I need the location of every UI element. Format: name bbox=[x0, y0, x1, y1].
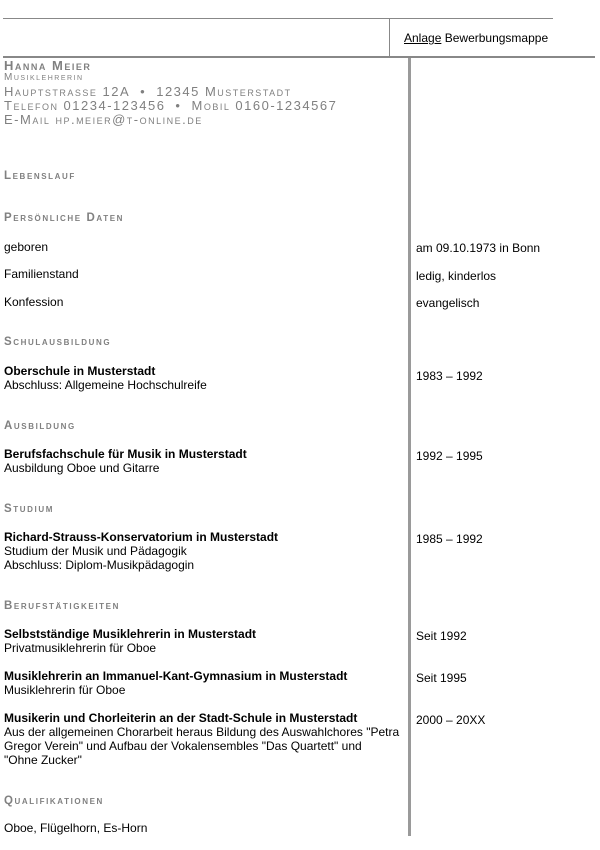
header-bottom-line bbox=[3, 56, 595, 58]
attachment-note bbox=[404, 31, 548, 45]
city: 12345 Musterstadt bbox=[156, 84, 292, 99]
studies-line: Studium der Musik und Pädagogik bbox=[4, 544, 187, 558]
applicant-profession: Musiklehrerin bbox=[4, 72, 84, 83]
label-religion: Konfession bbox=[4, 295, 64, 309]
job-line: Aus der allgemeinen Chorarbeit heraus Bildung des Auswahlchores "Petra bbox=[4, 725, 400, 739]
job-line: Privatmusiklehrerin für Oboe bbox=[4, 641, 157, 655]
job-line: Gregor Verein" und Aufbau der Vokalensembles "Das Quartett" und bbox=[4, 739, 362, 753]
job-line: Musiklehrerin für Oboe bbox=[4, 683, 126, 697]
studies-period: 1985 – 1992 bbox=[416, 532, 483, 546]
job-entry bbox=[4, 627, 404, 655]
separator-dot: • bbox=[140, 84, 147, 99]
separator-dot: • bbox=[175, 98, 182, 113]
value-birth: am 09.10.1973 in Bonn bbox=[416, 241, 541, 255]
training-period: 1992 – 1995 bbox=[416, 449, 483, 463]
value-family: ledig, kinderlos bbox=[416, 269, 497, 283]
header-separator bbox=[389, 18, 390, 56]
studies-line: Abschluss: Diplom-Musikpädagogin bbox=[4, 558, 195, 572]
section-jobs: Berufstätigkeiten bbox=[4, 600, 120, 612]
address-line bbox=[4, 84, 292, 99]
label-birth: geboren bbox=[4, 240, 49, 254]
training-line: Ausbildung Oboe und Gitarre bbox=[4, 461, 160, 475]
job-period: Seit 1992 bbox=[416, 629, 467, 643]
job-title: Selbstständige Musiklehrerin in Musterstadt bbox=[4, 627, 257, 641]
street: Hauptstrasse 12A bbox=[4, 84, 131, 99]
attachment-text: Bewerbungsmappe bbox=[444, 31, 549, 45]
school-entry bbox=[4, 364, 404, 392]
mobile: Mobil 0160-1234567 bbox=[191, 98, 338, 113]
cv-title: Lebenslauf bbox=[4, 170, 76, 182]
job-period: Seit 1995 bbox=[416, 671, 467, 685]
training-entry bbox=[4, 447, 404, 475]
school-line: Abschluss: Allgemeine Hochschulreife bbox=[4, 378, 207, 392]
label-family: Familienstand bbox=[4, 267, 79, 281]
studies-entry bbox=[4, 530, 404, 572]
section-training: Ausbildung bbox=[4, 420, 76, 432]
phone-line bbox=[4, 98, 337, 113]
section-school: Schulausbildung bbox=[4, 336, 112, 348]
column-divider bbox=[408, 58, 411, 836]
school-period: 1983 – 1992 bbox=[416, 369, 483, 383]
section-qualifications: Qualifikationen bbox=[4, 795, 104, 807]
phone: Telefon 01234-123456 bbox=[4, 98, 166, 113]
job-line: "Ohne Zucker" bbox=[4, 753, 82, 767]
header-top-line bbox=[3, 18, 553, 19]
qualifications-text: Oboe, Flügelhorn, Es-Horn bbox=[4, 821, 148, 835]
job-entry bbox=[4, 711, 404, 767]
applicant-name: Hanna Meier bbox=[4, 58, 92, 73]
email: E-Mail hp.meier@t-online.de bbox=[4, 112, 203, 127]
job-entry bbox=[4, 669, 404, 697]
school-title: Oberschule in Musterstadt bbox=[4, 364, 156, 378]
training-title: Berufsfachschule für Musik in Musterstadt bbox=[4, 447, 247, 461]
attachment-label: Anlage bbox=[404, 31, 442, 45]
value-religion: evangelisch bbox=[416, 296, 480, 310]
section-personal: Persönliche Daten bbox=[4, 212, 125, 224]
job-title: Musikerin und Chorleiterin an der Stadt-Schule in Musterstadt bbox=[4, 711, 358, 725]
job-title: Musiklehrerin an Immanuel-Kant-Gymnasium in Musterstadt bbox=[4, 669, 348, 683]
studies-title: Richard-Strauss-Konservatorium in Musterstadt bbox=[4, 530, 279, 544]
section-studies: Studium bbox=[4, 503, 54, 515]
job-period: 2000 – 20XX bbox=[416, 713, 486, 727]
